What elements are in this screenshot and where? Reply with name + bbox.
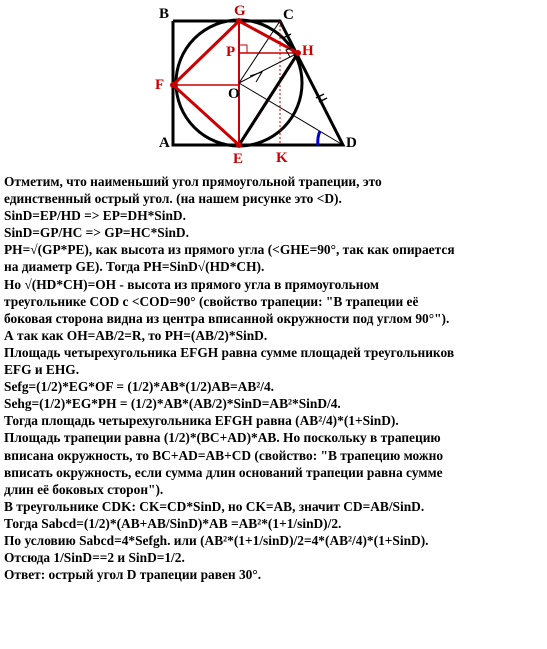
text-line: единственный острый угол. (на нашем рисунке это <D). — [4, 191, 342, 207]
label-k: K — [276, 150, 288, 166]
text-line: Тогда площадь четырехугольника EFGH равна (AB²/4)*(1+SinD). — [4, 413, 399, 429]
text-line: Отметим, что наименьший угол прямоугольной трапеции, это — [4, 174, 382, 189]
text-line: По условию Sabcd=4*Sefgh. или (AB²*(1+1/sinD)/2=4*(AB²/4)*(1+SinD). — [4, 532, 429, 548]
label-a: A — [159, 135, 170, 151]
text-line: EFG и EHG. — [4, 362, 80, 378]
text-line: Но √(HD*CH)=OH - высота из прямого угла в прямоугольном — [4, 276, 380, 292]
trapezoid-figure — [0, 0, 547, 175]
text-line: PH=√(GP*PE), как высота из прямого угла (<GHE=90°, так как опирается — [4, 242, 455, 258]
label-h: H — [302, 43, 314, 59]
text-line: Sehg=(1/2)*EG*PH = (1/2)*AB*(AB/2)*SinD=AB²*SinD/4. — [4, 396, 341, 412]
trapezoid-outline — [173, 21, 343, 145]
text-line: SinD=EP/HD => EP=DH*SinD. — [4, 208, 186, 224]
label-o: O — [228, 86, 240, 102]
text-line: А так как OH=AB/2=R, то PH=(AB/2)*SinD. — [4, 327, 268, 343]
label-c: C — [283, 7, 294, 23]
point-e — [236, 142, 242, 148]
text-line: Отсюда 1/SinD==2 и SinD=1/2. — [4, 550, 185, 566]
text-line: Sefg=(1/2)*EG*OF = (1/2)*AB*(1/2)AB=AB²/4. — [4, 379, 275, 395]
text-line: на диаметр GE). Тогда PH=SinD√(HD*CH). — [4, 259, 265, 275]
label-b: B — [159, 6, 170, 22]
text-line: Тогда Sabcd=(1/2)*(AB+AB/SinD)*AB =AB²*(1+1/sinD)/2. — [4, 515, 342, 531]
text-line: длин её боковых сторон"). — [4, 481, 164, 497]
text-line: В треугольнике CDK: CK=CD*SinD, но CK=AB, значит CD=AB/SinD. — [4, 498, 425, 514]
label-g: G — [234, 3, 246, 19]
point-f — [170, 82, 176, 88]
segment-oc — [239, 21, 280, 83]
text-line: Площадь трапеции равна (1/2)*(BC+AD)*AB. Но поскольку в трапецию — [4, 430, 441, 446]
text-line: боковая сторона видна из центра вписанной окружности под углом 90°"). — [4, 310, 450, 326]
text-line: Площадь четырехугольника EFGH равна сумме площадей треугольников — [4, 344, 455, 360]
solution-text — [4, 173, 544, 583]
point-h — [295, 50, 301, 56]
text-line: SinD=GP/HC => GP=HC*SinD. — [4, 225, 189, 241]
label-f: F — [155, 77, 165, 93]
right-angle-mark-p — [239, 45, 247, 53]
label-e: E — [233, 151, 244, 167]
text-line: вписать окружность, если сумма длин оснований трапеции равна сумме — [4, 464, 443, 480]
label-d: D — [346, 135, 357, 151]
angle-d-arc — [318, 131, 320, 145]
text-line: вписана окружность, то BC+AD=AB+CD (свойство: "В трапецию можно — [4, 447, 444, 463]
text-line: Ответ: острый угол D трапеции равен 30°. — [4, 567, 262, 583]
label-p: P — [226, 44, 236, 60]
text-line: треугольнике COD с <COD=90° (свойство трапеции: "В трапеции её — [4, 293, 419, 309]
segment-eh — [239, 53, 298, 145]
